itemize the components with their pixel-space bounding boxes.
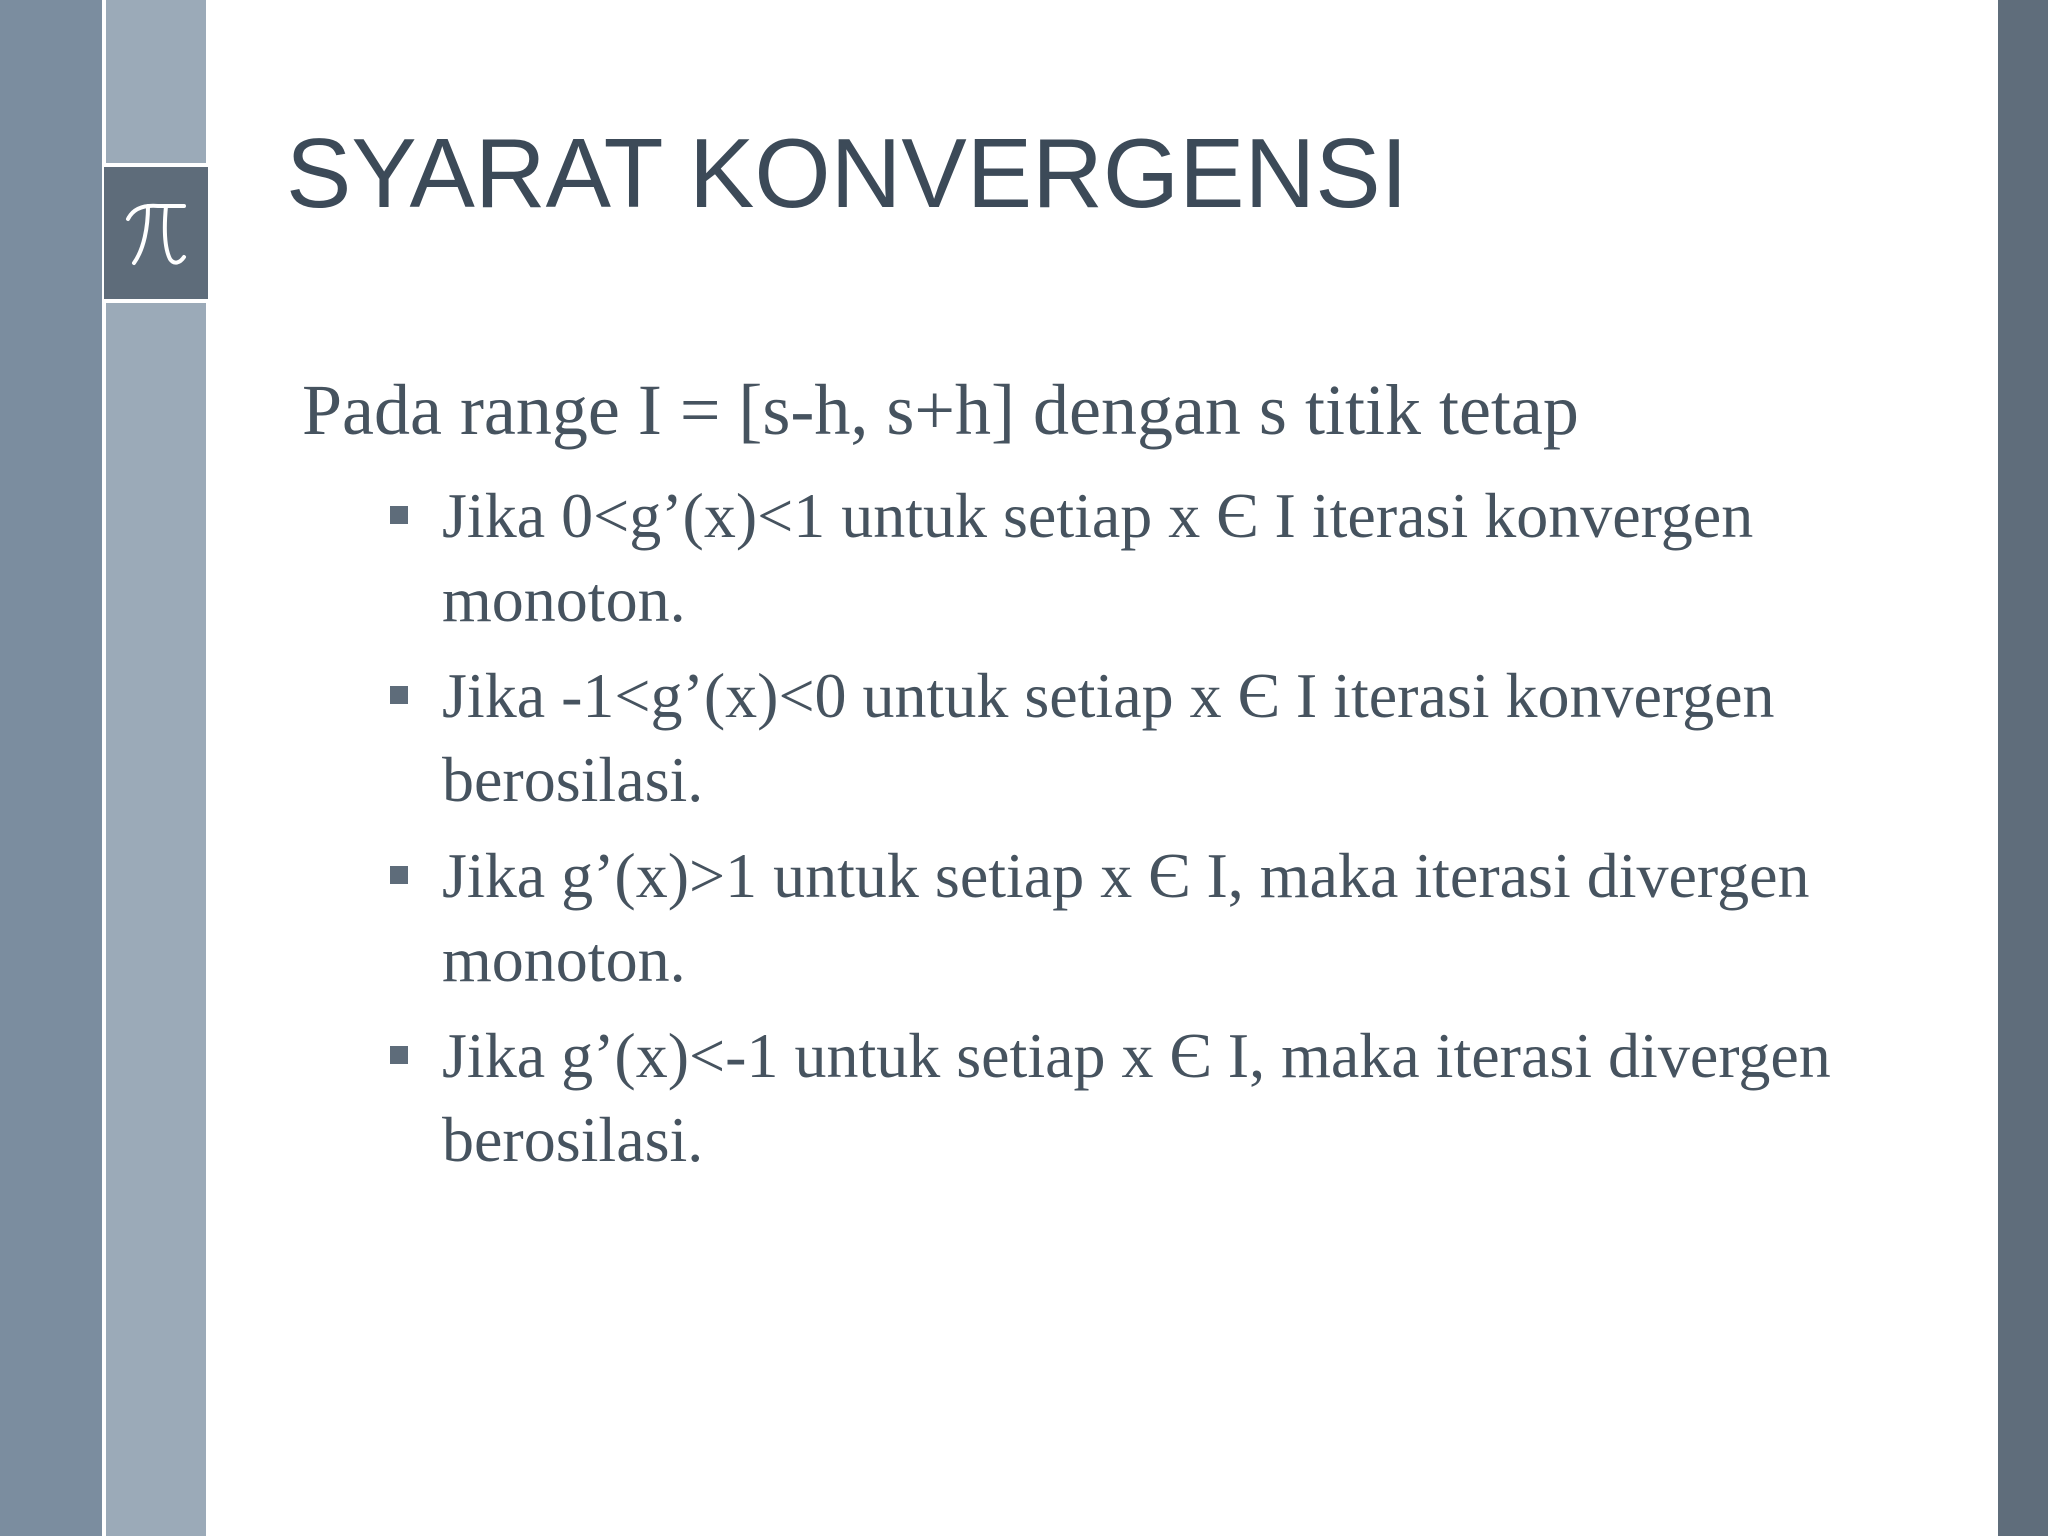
bullet-text: Jika g’(x)<-1 untuk setiap x Є I, maka iterasi divergen berosilasi. — [442, 1020, 1831, 1175]
bullet-text: Jika g’(x)>1 untuk setiap x Є I, maka iterasi divergen monoton. — [442, 840, 1810, 995]
pi-logo-box — [104, 163, 208, 303]
list-item — [386, 834, 1886, 1002]
list-item — [386, 1014, 1886, 1182]
list-item — [386, 654, 1886, 822]
bullet-text: Jika -1<g’(x)<0 untuk setiap x Є I iterasi konvergen berosilasi. — [442, 660, 1775, 815]
list-item — [386, 474, 1886, 642]
left-outer-band — [0, 0, 102, 1536]
square-bullet-icon — [390, 1046, 408, 1064]
slide-title: SYARAT KONVERGENSI — [286, 118, 1408, 228]
square-bullet-icon — [390, 866, 408, 884]
right-band — [1998, 0, 2048, 1536]
bullet-list — [386, 474, 1886, 1194]
pi-symbol-icon — [124, 197, 188, 269]
square-bullet-icon — [390, 506, 408, 524]
square-bullet-icon — [390, 686, 408, 704]
bullet-text: Jika 0<g’(x)<1 untuk setiap x Є I iterasi konvergen monoton. — [442, 480, 1754, 635]
lead-paragraph: Pada range I = [s-h, s+h] dengan s titik tetap — [302, 370, 1579, 450]
